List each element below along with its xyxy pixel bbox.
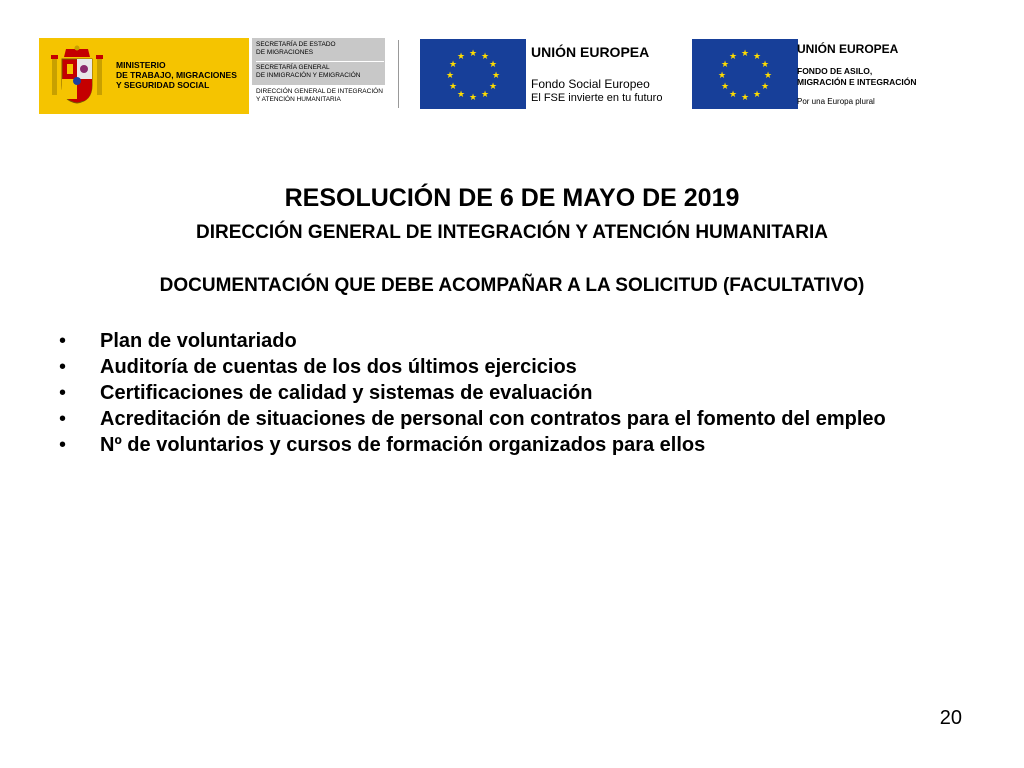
bullet-icon: • — [59, 408, 67, 430]
eu-flag-icon — [692, 39, 798, 109]
svg-text:★: ★ — [491, 71, 501, 81]
list-item-text: Auditoría de cuentas de los dos últimos ejercicios — [100, 356, 577, 378]
secretaria-general: SECRETARÍA GENERAL DE INMIGRACIÓN Y EMIGRACIÓN — [256, 61, 384, 80]
list-item — [59, 382, 962, 404]
svg-text:★: ★ — [445, 71, 455, 81]
direccion-general: DIRECCIÓN GENERAL DE INTEGRACIÓN Y ATENCIÓN HUMANITARIA — [256, 88, 383, 103]
secretaria-estado: SECRETARÍA DE ESTADO DE MIGRACIONES — [256, 41, 336, 56]
svg-text:★: ★ — [448, 82, 458, 92]
bullet-icon: • — [59, 356, 67, 378]
list-item — [59, 408, 962, 430]
bullet-icon: • — [59, 382, 67, 404]
svg-text:★: ★ — [488, 60, 498, 70]
list-item-text: Nº de voluntarios y cursos de formación organizados para ellos — [100, 434, 706, 456]
list-item — [59, 356, 962, 378]
svg-text:★: ★ — [720, 82, 730, 92]
ministry-name — [116, 60, 246, 90]
header-divider — [398, 40, 399, 108]
eu-fami-line1: FONDO DE ASILO, — [797, 66, 873, 76]
eu-fami-line3: Por una Europa plural — [797, 97, 875, 106]
svg-text:★: ★ — [760, 60, 770, 70]
eu-fse-line2: El FSE invierte en tu futuro — [531, 92, 663, 104]
svg-text:★: ★ — [480, 52, 490, 62]
svg-text:★: ★ — [728, 52, 738, 62]
spanish-coat-of-arms-icon — [48, 45, 106, 107]
svg-text:★: ★ — [456, 90, 466, 100]
svg-text:★: ★ — [763, 71, 773, 81]
svg-text:★: ★ — [752, 52, 762, 62]
svg-text:★: ★ — [488, 82, 498, 92]
page-subtitle: DIRECCIÓN GENERAL DE INTEGRACIÓN Y ATENCIÓN HUMANITARIA — [196, 222, 828, 243]
eu-fami-line2: MIGRACIÓN E INTEGRACIÓN — [797, 77, 917, 87]
list-item — [59, 330, 962, 352]
eu-fse-title: UNIÓN EUROPEA — [531, 44, 650, 60]
eu-fse-line1: Fondo Social Europeo — [531, 77, 650, 91]
page-title: RESOLUCIÓN DE 6 DE MAYO DE 2019 — [284, 184, 740, 212]
bullet-icon: • — [59, 434, 67, 456]
svg-text:★: ★ — [740, 93, 750, 103]
list-item-text: Acreditación de situaciones de personal con contratos para el fomento del empleo — [100, 408, 886, 430]
eu-flag-icon — [420, 39, 526, 109]
eu-fami-title: UNIÓN EUROPEA — [797, 42, 899, 56]
svg-text:★: ★ — [448, 60, 458, 70]
list-item-text: Plan de voluntariado — [100, 330, 297, 352]
svg-text:★: ★ — [468, 49, 478, 59]
svg-text:★: ★ — [480, 90, 490, 100]
page-number: 20 — [939, 707, 962, 729]
svg-text:★: ★ — [717, 71, 727, 81]
svg-text:★: ★ — [740, 49, 750, 59]
ministry-name-line: MINISTERIO — [116, 60, 166, 70]
svg-text:★: ★ — [728, 90, 738, 100]
svg-text:★: ★ — [456, 52, 466, 62]
bullet-icon: • — [59, 330, 67, 352]
ministry-name-line: DE TRABAJO, MIGRACIONES — [116, 70, 237, 80]
svg-text:★: ★ — [760, 82, 770, 92]
svg-text:★: ★ — [720, 60, 730, 70]
svg-text:★: ★ — [752, 90, 762, 100]
documentation-list — [59, 330, 962, 460]
svg-text:★: ★ — [468, 93, 478, 103]
list-item-text: Certificaciones de calidad y sistemas de evaluación — [100, 382, 593, 404]
ministry-name-line: Y SEGURIDAD SOCIAL — [116, 80, 210, 90]
section-heading: DOCUMENTACIÓN QUE DEBE ACOMPAÑAR A LA SOLICITUD (FACULTATIVO) — [159, 275, 865, 296]
list-item — [59, 434, 962, 456]
